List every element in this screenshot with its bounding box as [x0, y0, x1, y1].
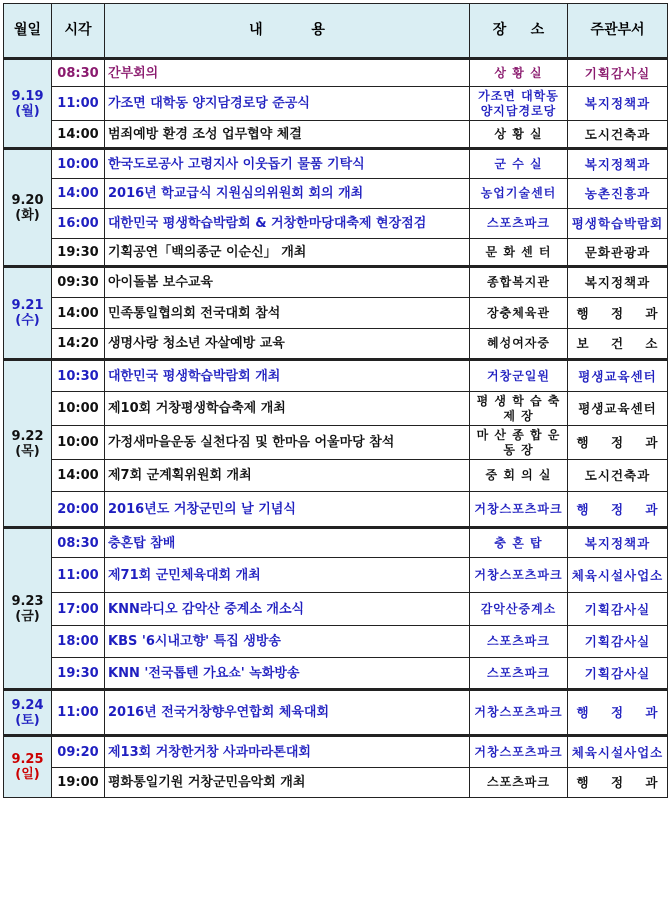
header-time: 시각	[52, 4, 105, 59]
event-content: 간부회의	[105, 59, 470, 87]
event-dept: 농촌진흥과	[568, 179, 668, 209]
event-content: KNN '전국톱텐 가요쇼' 녹화방송	[105, 658, 470, 690]
event-place: 거창군일원	[470, 360, 568, 392]
event-row	[4, 59, 668, 87]
schedule-container	[3, 3, 667, 798]
event-time: 09:20	[52, 736, 105, 768]
day-cell	[4, 267, 52, 360]
day-date: 9.23	[11, 593, 44, 609]
event-place: 평 생 학 습 축 제 장	[470, 392, 568, 426]
event-place: 상 황 실	[470, 121, 568, 149]
event-row	[4, 149, 668, 179]
event-content: 대한민국 평생학습박람회 & 거창한마당대축제 현장점검	[105, 209, 470, 239]
event-place: 마 산 종 합 운 동 장	[470, 426, 568, 460]
event-dept: 기획감사실	[568, 59, 668, 87]
event-row	[4, 528, 668, 558]
event-place: 스포츠파크	[470, 626, 568, 658]
event-place: 스포츠파크	[470, 209, 568, 239]
day-date: 9.19	[11, 88, 44, 104]
day-cell	[4, 59, 52, 149]
event-dept: 체육시설사업소	[568, 558, 668, 593]
day-date: 9.21	[11, 298, 44, 313]
day-date: 9.25	[11, 752, 44, 767]
event-content: 기획공연「백의종군 이순신」 개최	[105, 239, 470, 267]
event-row	[4, 690, 668, 736]
event-content: 가조면 대학동 양지담경로당 준공식	[105, 87, 470, 121]
event-time: 18:00	[52, 626, 105, 658]
event-time: 20:00	[52, 492, 105, 528]
event-place: 장충체육관	[470, 298, 568, 329]
event-time: 11:00	[52, 690, 105, 736]
event-place: 상 황 실	[470, 59, 568, 87]
day-weekday: (금)	[15, 608, 40, 624]
event-content: 범죄예방 환경 조성 업무협약 체결	[105, 121, 470, 149]
event-content: 대한민국 평생학습박람회 개최	[105, 360, 470, 392]
schedule-body	[4, 59, 668, 798]
event-place: 군 수 실	[470, 149, 568, 179]
event-dept: 행 정 과	[568, 426, 668, 460]
event-time: 10:00	[52, 149, 105, 179]
event-time: 14:00	[52, 121, 105, 149]
event-time: 11:00	[52, 87, 105, 121]
day-date: 9.20	[11, 192, 44, 208]
event-content: 평화통일기원 거창군민음악회 개최	[105, 768, 470, 798]
event-row	[4, 121, 668, 149]
event-time: 14:00	[52, 179, 105, 209]
event-row	[4, 426, 668, 460]
event-row	[4, 209, 668, 239]
event-dept: 행 정 과	[568, 690, 668, 736]
event-time: 14:20	[52, 329, 105, 360]
header-dept: 주관부서	[568, 4, 668, 59]
day-cell	[4, 149, 52, 267]
header-place: 장 소	[470, 4, 568, 59]
event-content: 제10회 거창평생학습축제 개최	[105, 392, 470, 426]
day-cell	[4, 528, 52, 690]
event-dept: 문화관광과	[568, 239, 668, 267]
event-dept: 도시건축과	[568, 121, 668, 149]
event-dept: 기획감사실	[568, 626, 668, 658]
event-content: 제13회 거창한거창 사과마라톤대회	[105, 736, 470, 768]
event-dept: 복지정책과	[568, 267, 668, 298]
event-dept: 행 정 과	[568, 768, 668, 798]
event-content: 생명사랑 청소년 자살예방 교육	[105, 329, 470, 360]
event-time: 19:30	[52, 658, 105, 690]
event-time: 14:00	[52, 298, 105, 329]
event-place: 거창스포츠파크	[470, 558, 568, 593]
event-row	[4, 267, 668, 298]
event-time: 10:30	[52, 360, 105, 392]
day-date: 9.22	[11, 428, 44, 444]
event-place: 스포츠파크	[470, 768, 568, 798]
day-weekday: (목)	[15, 443, 40, 459]
event-row	[4, 736, 668, 768]
event-dept: 복지정책과	[568, 87, 668, 121]
day-weekday: (화)	[15, 207, 40, 223]
event-place: 농업기술센터	[470, 179, 568, 209]
event-place: 문 화 센 터	[470, 239, 568, 267]
event-row	[4, 626, 668, 658]
event-dept: 평생교육센터	[568, 392, 668, 426]
event-row	[4, 492, 668, 528]
event-time: 11:00	[52, 558, 105, 593]
event-dept: 행 정 과	[568, 492, 668, 528]
event-dept: 복지정책과	[568, 528, 668, 558]
event-row	[4, 239, 668, 267]
event-row	[4, 558, 668, 593]
header-row	[4, 4, 668, 59]
event-place: 혜성여자중	[470, 329, 568, 360]
day-cell	[4, 736, 52, 798]
event-row	[4, 658, 668, 690]
event-time: 19:00	[52, 768, 105, 798]
event-place: 스포츠파크	[470, 658, 568, 690]
event-time: 14:00	[52, 460, 105, 492]
event-row	[4, 179, 668, 209]
event-dept: 기획감사실	[568, 593, 668, 626]
event-dept: 평생학습박람회	[568, 209, 668, 239]
event-row	[4, 87, 668, 121]
day-weekday: (일)	[15, 767, 40, 782]
day-cell	[4, 690, 52, 736]
event-row	[4, 360, 668, 392]
event-content: KBS '6시내고향' 특집 생방송	[105, 626, 470, 658]
event-dept: 도시건축과	[568, 460, 668, 492]
event-dept: 평생교육센터	[568, 360, 668, 392]
event-place: 감악산중계소	[470, 593, 568, 626]
event-time: 10:00	[52, 426, 105, 460]
event-time: 08:30	[52, 59, 105, 87]
event-content: 제71회 군민체육대회 개최	[105, 558, 470, 593]
header-content: 내 용	[105, 4, 470, 59]
day-weekday: (월)	[15, 103, 40, 119]
event-content: 아이돌봄 보수교육	[105, 267, 470, 298]
event-row	[4, 392, 668, 426]
event-content: 2016년 학교급식 지원심의위원회 회의 개최	[105, 179, 470, 209]
event-place: 거창스포츠파크	[470, 736, 568, 768]
event-content: 가정새마을운동 실천다짐 및 한마음 어울마당 참석	[105, 426, 470, 460]
event-content: 제7회 군계획위원회 개최	[105, 460, 470, 492]
event-place: 충 혼 탑	[470, 528, 568, 558]
event-row	[4, 768, 668, 798]
day-weekday: (수)	[15, 313, 40, 328]
event-dept: 복지정책과	[568, 149, 668, 179]
event-row	[4, 460, 668, 492]
event-time: 09:30	[52, 267, 105, 298]
weekly-schedule-table	[3, 3, 668, 798]
event-time: 16:00	[52, 209, 105, 239]
event-dept: 기획감사실	[568, 658, 668, 690]
day-cell	[4, 360, 52, 528]
event-time: 19:30	[52, 239, 105, 267]
event-time: 17:00	[52, 593, 105, 626]
day-weekday: (토)	[15, 712, 40, 728]
event-content: 2016년 전국거창향우연합회 체육대회	[105, 690, 470, 736]
event-content: 2016년도 거창군민의 날 기념식	[105, 492, 470, 528]
event-place: 가조면 대학동 양지담경로당	[470, 87, 568, 121]
event-content: 한국도로공사 고령지사 이웃돕기 물품 기탁식	[105, 149, 470, 179]
event-content: 민족통일협의회 전국대회 참석	[105, 298, 470, 329]
event-place: 거창스포츠파크	[470, 492, 568, 528]
event-dept: 체육시설사업소	[568, 736, 668, 768]
event-row	[4, 298, 668, 329]
event-place: 중 회 의 실	[470, 460, 568, 492]
day-date: 9.24	[11, 697, 44, 713]
event-place: 종합복지관	[470, 267, 568, 298]
event-row	[4, 593, 668, 626]
event-time: 10:00	[52, 392, 105, 426]
event-dept: 행 정 과	[568, 298, 668, 329]
event-time: 08:30	[52, 528, 105, 558]
event-content: 충혼탑 참배	[105, 528, 470, 558]
header-month-day: 월일	[4, 4, 52, 59]
event-dept: 보 건 소	[568, 329, 668, 360]
event-row	[4, 329, 668, 360]
event-place: 거창스포츠파크	[470, 690, 568, 736]
event-content: KNN라디오 감악산 중계소 개소식	[105, 593, 470, 626]
